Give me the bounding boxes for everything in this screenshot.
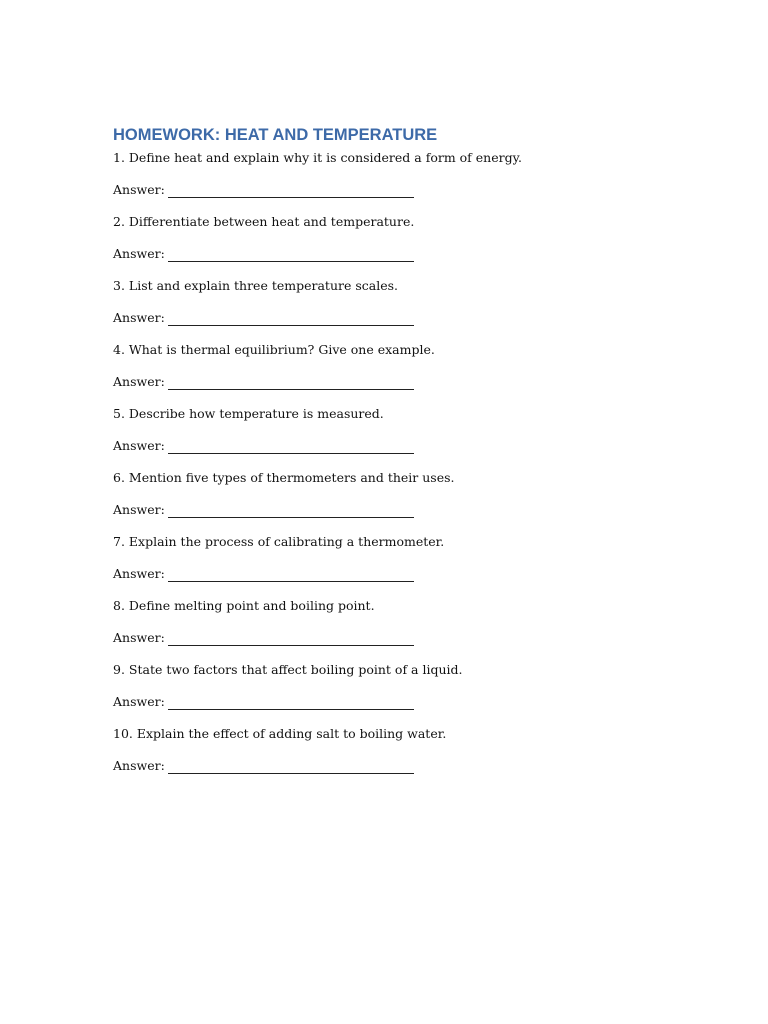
question-2: 2. Differentiate between heat and temperature.	[113, 214, 415, 229]
page-title: HOMEWORK: HEAT AND TEMPERATURE	[113, 126, 438, 144]
homework-content	[113, 124, 713, 786]
question-9: 9. State two factors that affect boiling point of a liquid.	[113, 662, 463, 677]
answer-label: Answer:	[113, 566, 165, 581]
answer-blank-3	[168, 306, 414, 326]
answer-blank-5	[168, 434, 414, 454]
answer-label: Answer:	[113, 502, 165, 517]
answer-row-10	[113, 746, 713, 786]
question-10: 10. Explain the effect of adding salt to boiling water.	[113, 726, 447, 741]
answer-row-8	[113, 618, 713, 658]
answer-row-1	[113, 170, 713, 210]
answer-row-2	[113, 234, 713, 274]
answer-blank-9	[168, 690, 414, 710]
question-3: 3. List and explain three temperature scales.	[113, 278, 398, 293]
answer-blank-4	[168, 370, 414, 390]
question-6: 6. Mention five types of thermometers and their uses.	[113, 470, 455, 485]
answer-label: Answer:	[113, 438, 165, 453]
question-list	[113, 146, 713, 786]
answer-label: Answer:	[113, 630, 165, 645]
answer-label: Answer:	[113, 182, 165, 197]
answer-blank-10	[168, 754, 414, 774]
question-7: 7. Explain the process of calibrating a thermometer.	[113, 534, 445, 549]
answer-row-4	[113, 362, 713, 402]
answer-row-9	[113, 682, 713, 722]
answer-blank-6	[168, 498, 414, 518]
answer-label: Answer:	[113, 374, 165, 389]
question-4: 4. What is thermal equilibrium? Give one example.	[113, 342, 435, 357]
question-8: 8. Define melting point and boiling point.	[113, 598, 375, 613]
answer-row-7	[113, 554, 713, 594]
answer-blank-7	[168, 562, 414, 582]
answer-label: Answer:	[113, 310, 165, 325]
question-5: 5. Describe how temperature is measured.	[113, 406, 384, 421]
question-1: 1. Define heat and explain why it is considered a form of energy.	[113, 150, 522, 165]
answer-label: Answer:	[113, 246, 165, 261]
answer-label: Answer:	[113, 758, 165, 773]
answer-blank-1	[168, 178, 414, 198]
answer-row-3	[113, 298, 713, 338]
answer-row-6	[113, 490, 713, 530]
answer-row-5	[113, 426, 713, 466]
answer-label: Answer:	[113, 694, 165, 709]
answer-blank-8	[168, 626, 414, 646]
answer-blank-2	[168, 242, 414, 262]
